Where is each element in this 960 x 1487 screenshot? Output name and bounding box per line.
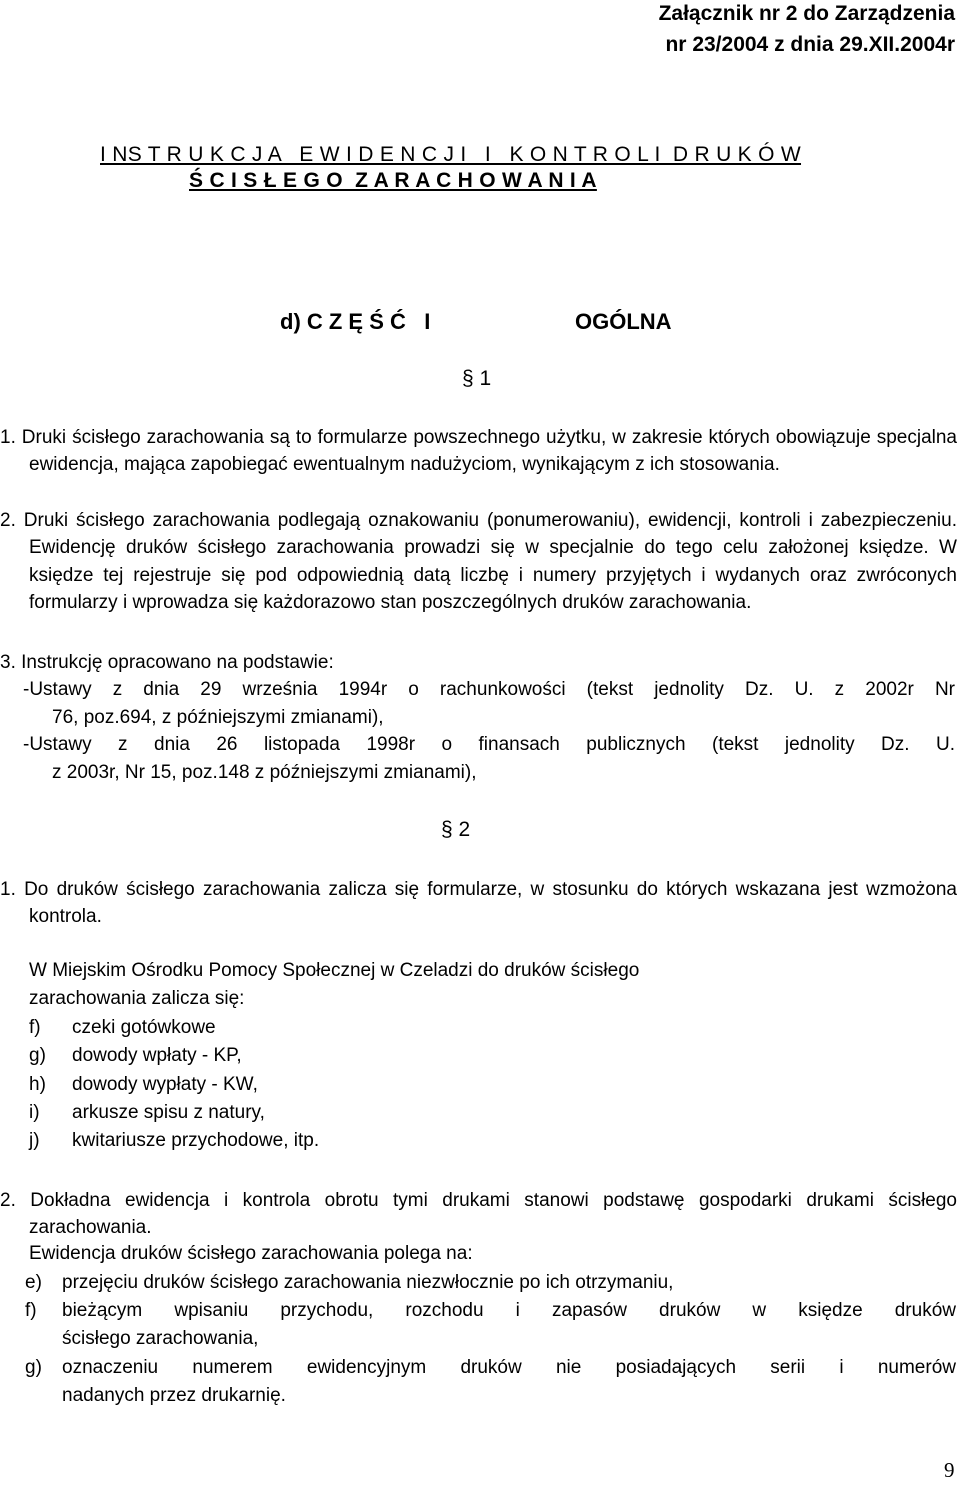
section1-paragraph-2: 2. Druki ścisłego zarachowania podlegają oznakowaniu (ponumerowaniu), ewidencji, kontroli i zabezpieczeniu. Ewidencję druków ścisłego zarachowania prowadzi się w specjalnie do tego celu założonej księdze. W księdze tej rejestruje się pod odpowiednią datą liczbę i numery przyjętych i wydanych oraz zwróconych formularzy i wprowadza się każdorazowo stan poszczególnych druków zarachowania. [0,510,957,613]
list-item: oznaczeniu numerem ewidencyjnym druków nie posiadających serii i numerów [62,1357,956,1378]
part-name: OGÓLNA [575,309,672,334]
list-item-continuation: nadanych przez drukarnię. [62,1385,286,1406]
list-item-continuation: ścisłego zarachowania, [62,1328,259,1349]
list-item-letter: f) [29,1017,41,1038]
list-item: kwitariusze przychodowe, itp. [72,1130,320,1151]
part-label: d) C Z Ę Ś Ć I [280,309,431,334]
list-item-letter: e) [25,1272,42,1293]
list-item-letter: g) [29,1045,46,1066]
section1-paragraph-1: 1. Druki ścisłego zarachowania są to formularze powszechnego użytku, w zakresie których obowiązuje specjalna ewidencja, mająca zapobiegać ewentualnym nadużyciom, wynikającym z ich stosowania. [0,427,957,476]
list-item: bieżącym wpisaniu przychodu, rozchodu i zapasów druków w księdze druków [62,1300,956,1321]
legal-basis-1-line-1: -Ustawy z dnia 29 września 1994r o rachunkowości (tekst jednolity Dz. U. z 2002r Nr [23,679,955,700]
list-item: czeki gotówkowe [72,1017,216,1038]
list-item-letter: g) [25,1357,42,1378]
legal-basis-2-line-1: -Ustawy z dnia 26 listopada 1998r o finansach publicznych (tekst jednolity Dz. U. [23,734,955,755]
section-mark-1: § 1 [462,367,492,390]
legal-basis-2-line-2: z 2003r, Nr 15, poz.148 z późniejszymi zmianami), [52,762,477,783]
records-intro: Ewidencja druków ścisłego zarachowania polega na: [29,1243,473,1264]
list-item-letter: f) [25,1300,37,1321]
mops-intro-line-1: W Miejskim Ośrodku Pomocy Społecznej w Czeladzi do druków ścisłego [29,960,640,981]
section2-paragraph-1: 1. Do druków ścisłego zarachowania zalicza się formularze, w stosunku do których wskazana jest wzmożona kontrola. [0,879,957,928]
document-title-line-1: I NS T R U K C J A E W I D E N C J I I K O N T R O L I D R U K Ó W [100,143,802,166]
legal-basis-1-line-2: 76, poz.694, z późniejszymi zmianami), [52,707,384,728]
list-item-letter: j) [29,1130,40,1151]
list-item: dowody wypłaty - KW, [72,1074,258,1095]
document-title-line-2: Ś C I S Ł E G O Z A R A C H O W A N I A [189,169,597,192]
page-number: 9 [944,1458,955,1482]
section2-paragraph-2: 2. Dokładna ewidencja i kontrola obrotu tymi drukami stanowi podstawę gospodarki drukami ścisłego zarachowania. [0,1190,957,1239]
header-line-1: Załącznik nr 2 do Zarządzenia [658,2,955,25]
list-item: arkusze spisu z natury, [72,1102,265,1123]
list-item-letter: i) [29,1102,40,1123]
list-item: przejęciu druków ścisłego zarachowania niezwłocznie po ich otrzymaniu, [62,1272,674,1293]
list-item: dowody wpłaty - KP, [72,1045,242,1066]
list-item-letter: h) [29,1074,46,1095]
section-mark-2: § 2 [441,818,471,841]
header-line-2: nr 23/2004 z dnia 29.XII.2004r [665,33,955,56]
section1-paragraph-3-intro: 3. Instrukcję opracowano na podstawie: [0,652,334,673]
mops-intro-line-2: zarachowania zalicza się: [29,988,245,1009]
